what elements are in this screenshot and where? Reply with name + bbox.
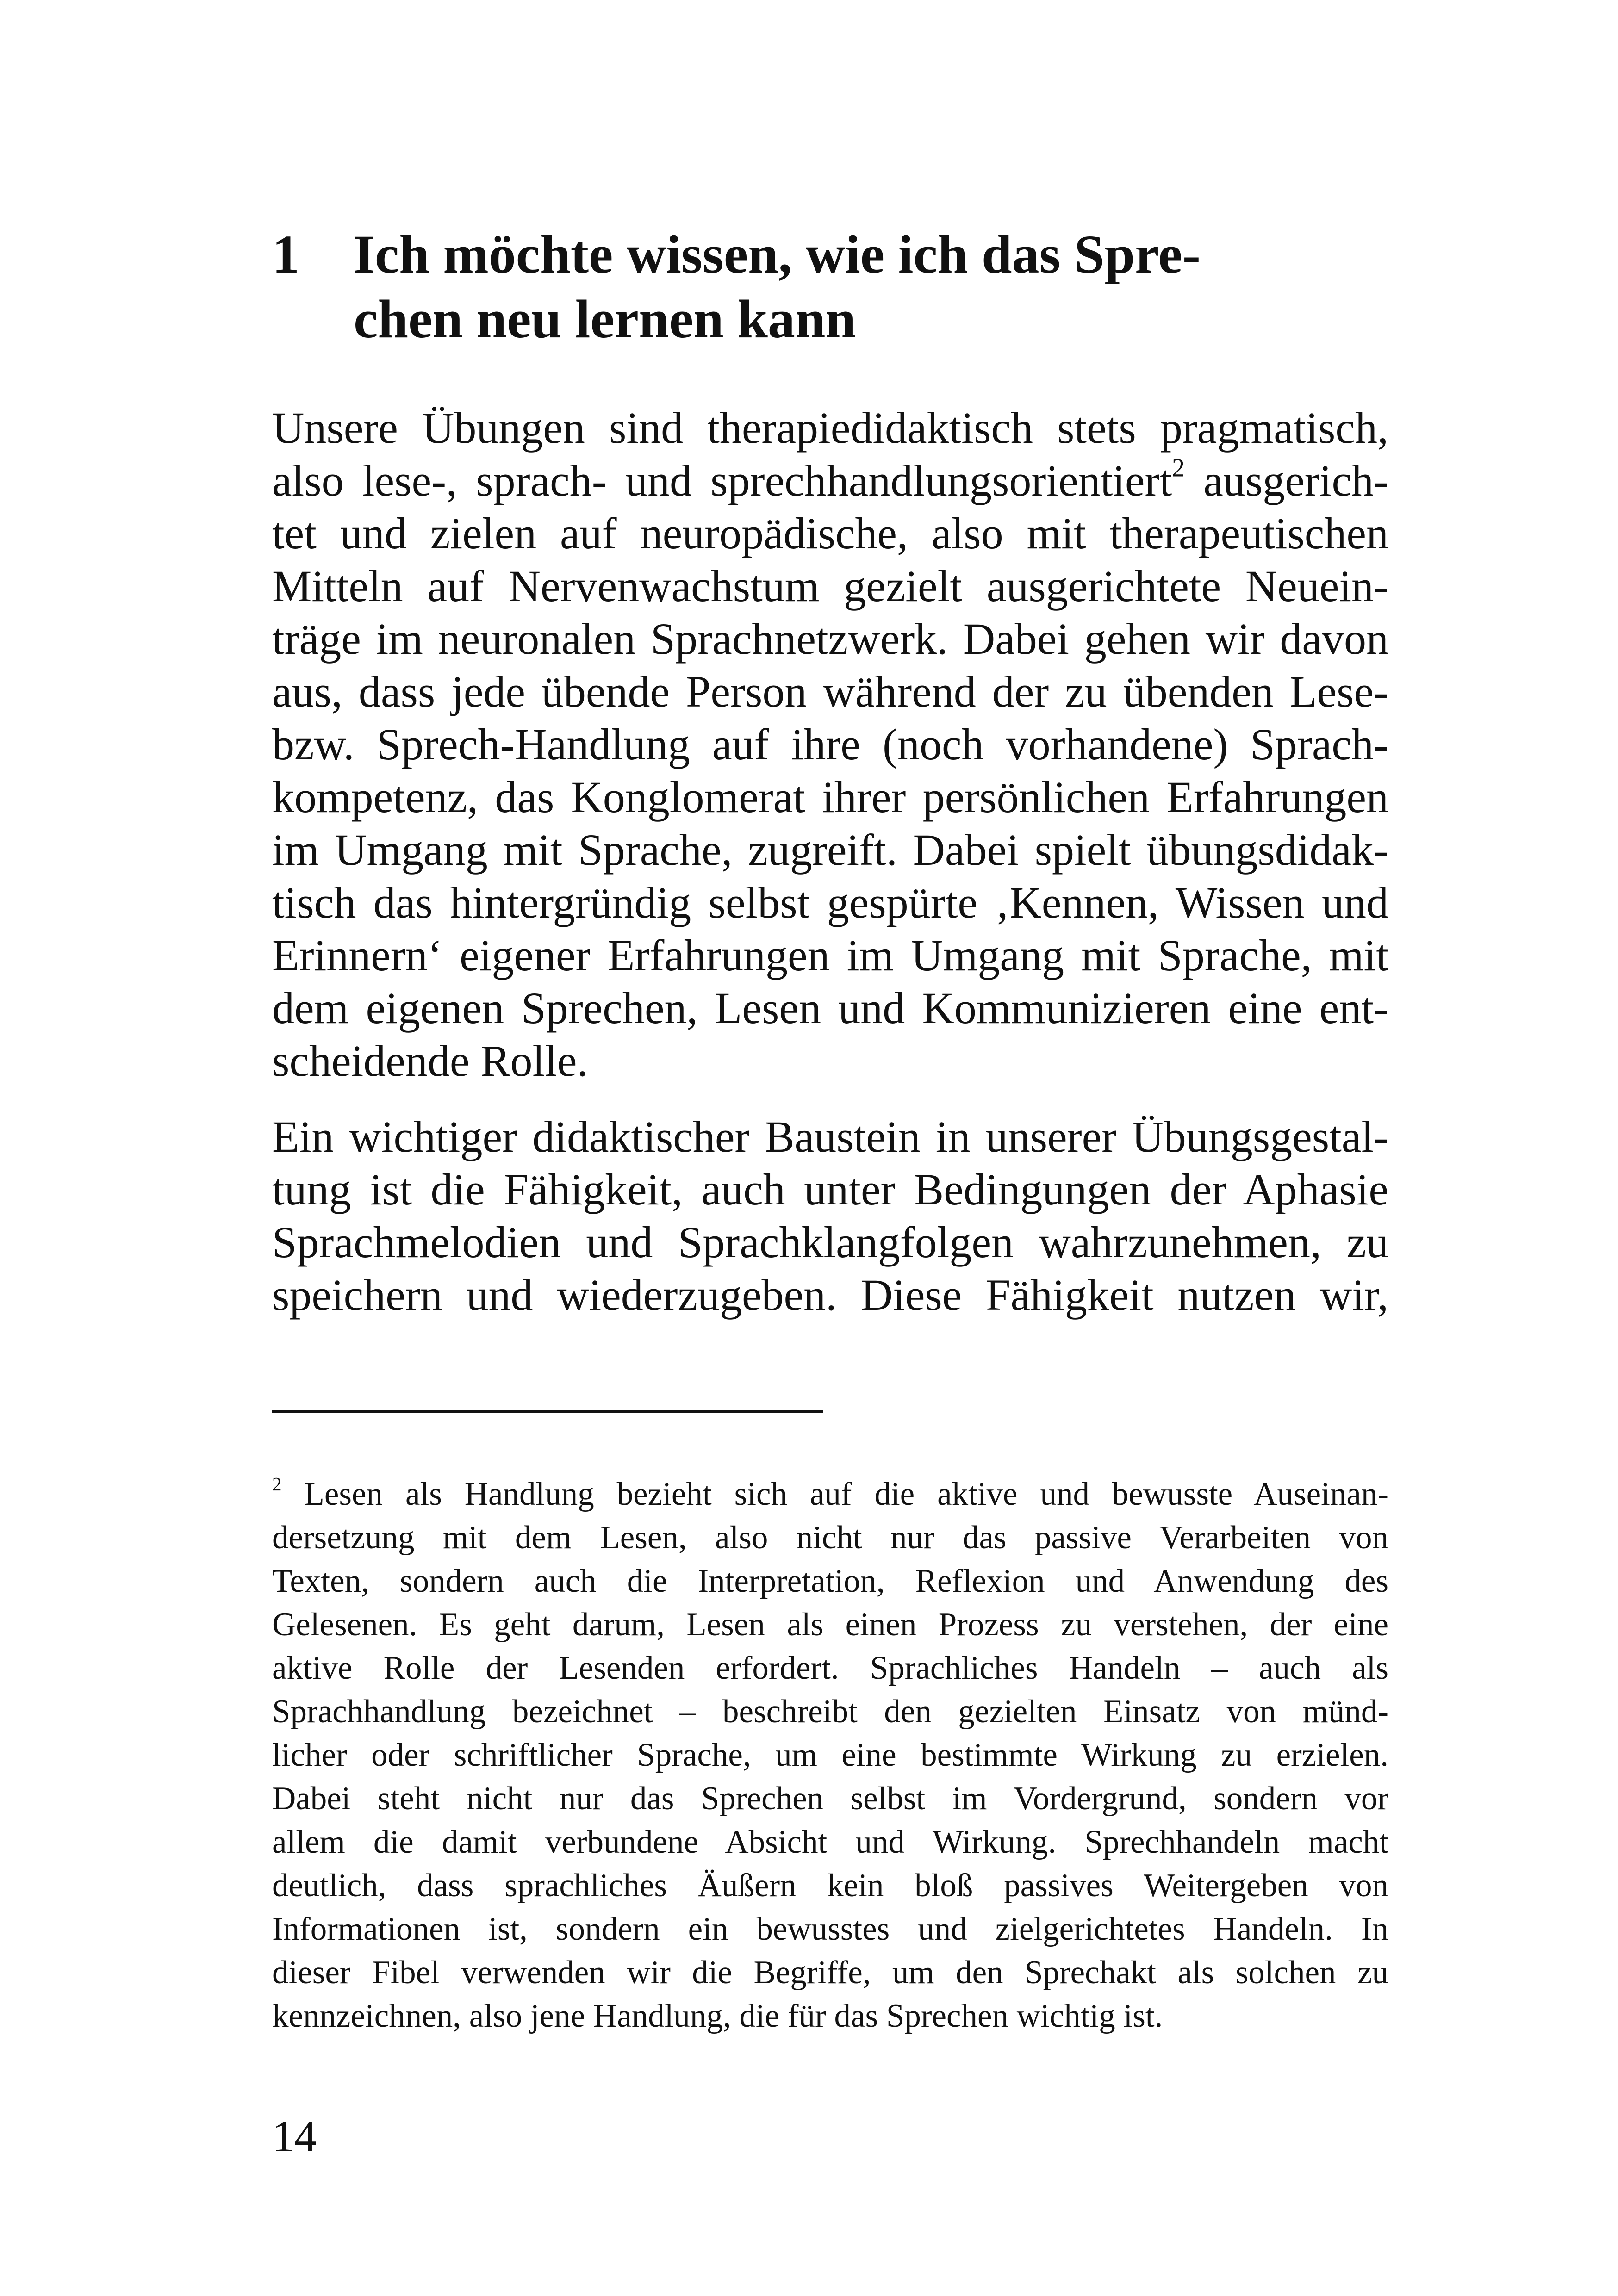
footnote-line: Texten, sondern auch die Interpretation, Reflexion und Anwendung des xyxy=(272,1563,1388,1599)
chapter-title-part-1: Ich möchte wissen, wie ich das Spre- xyxy=(354,224,1201,285)
footnote-line: allem die damit verbundene Absicht und Wirkung. Sprechhandeln macht xyxy=(272,1824,1388,1860)
text-line-with-footnote-ref xyxy=(272,454,1388,507)
footnote-line: licher oder schriftlicher Sprache, um eine bestimmte Wirkung zu erzielen. xyxy=(272,1737,1388,1773)
footnote-line-part: Lesen als Handlung bezieht sich auf die aktive und bewusste Auseinan- xyxy=(304,1476,1388,1512)
footnote-line: dieser Fibel verwenden wir die Begriffe, um den Sprechakt als solchen zu xyxy=(272,1955,1388,1991)
chapter-number: 1 xyxy=(272,224,299,285)
footnote-line: Gelesenen. Es geht darum, Lesen als einen Prozess zu verstehen, der eine xyxy=(272,1607,1388,1643)
text-line: im Umgang mit Sprache, zugreift. Dabei spielt übungsdidak- xyxy=(272,825,1388,875)
text-line: Mitteln auf Nervenwachstum gezielt ausgerichtete Neuein- xyxy=(272,561,1388,611)
text-line: speichern und wiederzugeben. Diese Fähigkeit nutzen wir, xyxy=(272,1270,1388,1320)
page-number: 14 xyxy=(272,2111,317,2161)
footnote-line: Dabei steht nicht nur das Sprechen selbst im Vordergrund, sondern vor xyxy=(272,1781,1388,1817)
text-line: Unsere Übungen sind therapiedidaktisch stets pragmatisch, xyxy=(272,403,1388,453)
text-line: tet und zielen auf neuropädische, also mit therapeutischen xyxy=(272,509,1388,558)
footnote xyxy=(272,1472,1388,2038)
text-line: bzw. Sprech-Handlung auf ihre (noch vorhandene) Sprach- xyxy=(272,720,1388,769)
text-line: aus, dass jede übende Person während der zu übenden Lese- xyxy=(272,667,1388,716)
footnote-line: aktive Rolle der Lesenden erfordert. Sprachliches Handeln – auch als xyxy=(272,1650,1388,1686)
text-line: scheidende Rolle. xyxy=(272,1036,588,1086)
footnote-line: deutlich, dass sprachliches Äußern kein bloß passives Weitergeben von xyxy=(272,1868,1388,1904)
text-line: tung ist die Fähigkeit, auch unter Bedingungen der Aphasie xyxy=(272,1165,1388,1214)
footnote-line: Informationen ist, sondern ein bewusstes und zielgerichtetes Handeln. In xyxy=(272,1911,1388,1947)
text-line: dem eigenen Sprechen, Lesen und Kommunizieren eine ent- xyxy=(272,983,1388,1033)
footnote-line: dersetzung mit dem Lesen, also nicht nur das passive Verarbeiten von xyxy=(272,1520,1388,1556)
body-text xyxy=(272,402,1388,1345)
text-line: Ein wichtiger didaktischer Baustein in unserer Übungsgestal- xyxy=(272,1112,1388,1161)
footnote-line: kennzeichnen, also jene Handlung, die für das Sprechen wichtig ist. xyxy=(272,1998,1163,2034)
text-line: tisch das hintergründig selbst gespürte ‚Kennen, Wissen und xyxy=(272,878,1388,927)
text-line: Sprachmelodien und Sprachklangfolgen wahrzunehmen, zu xyxy=(272,1217,1388,1267)
text-line-part: also lese-, sprach- und sprechhandlungsorientiert xyxy=(272,456,1172,505)
text-line-part: ausgerich- xyxy=(1203,456,1389,505)
chapter-heading-line-1 xyxy=(272,222,1401,287)
footnote-reference[interactable]: 2 xyxy=(1172,453,1185,483)
footnote-line: Sprachhandlung bezeichnet – beschreibt den gezielten Einsatz von münd- xyxy=(272,1694,1388,1730)
paragraph-1 xyxy=(272,402,1388,1087)
paragraph-2 xyxy=(272,1111,1388,1322)
footnote-marker: 2 xyxy=(272,1473,282,1495)
footnote-separator xyxy=(272,1410,823,1413)
text-line: kompetenz, das Konglomerat ihrer persönlichen Erfahrungen xyxy=(272,772,1388,822)
chapter-heading xyxy=(272,222,1401,352)
chapter-title-part-2: chen neu lernen kann xyxy=(354,289,856,349)
text-line: Erinnern‘ eigener Erfahrungen im Umgang mit Sprache, mit xyxy=(272,931,1388,980)
text-line: träge im neuronalen Sprachnetzwerk. Dabei gehen wir davon xyxy=(272,614,1388,664)
footnote-line-with-marker xyxy=(272,1472,1388,1516)
